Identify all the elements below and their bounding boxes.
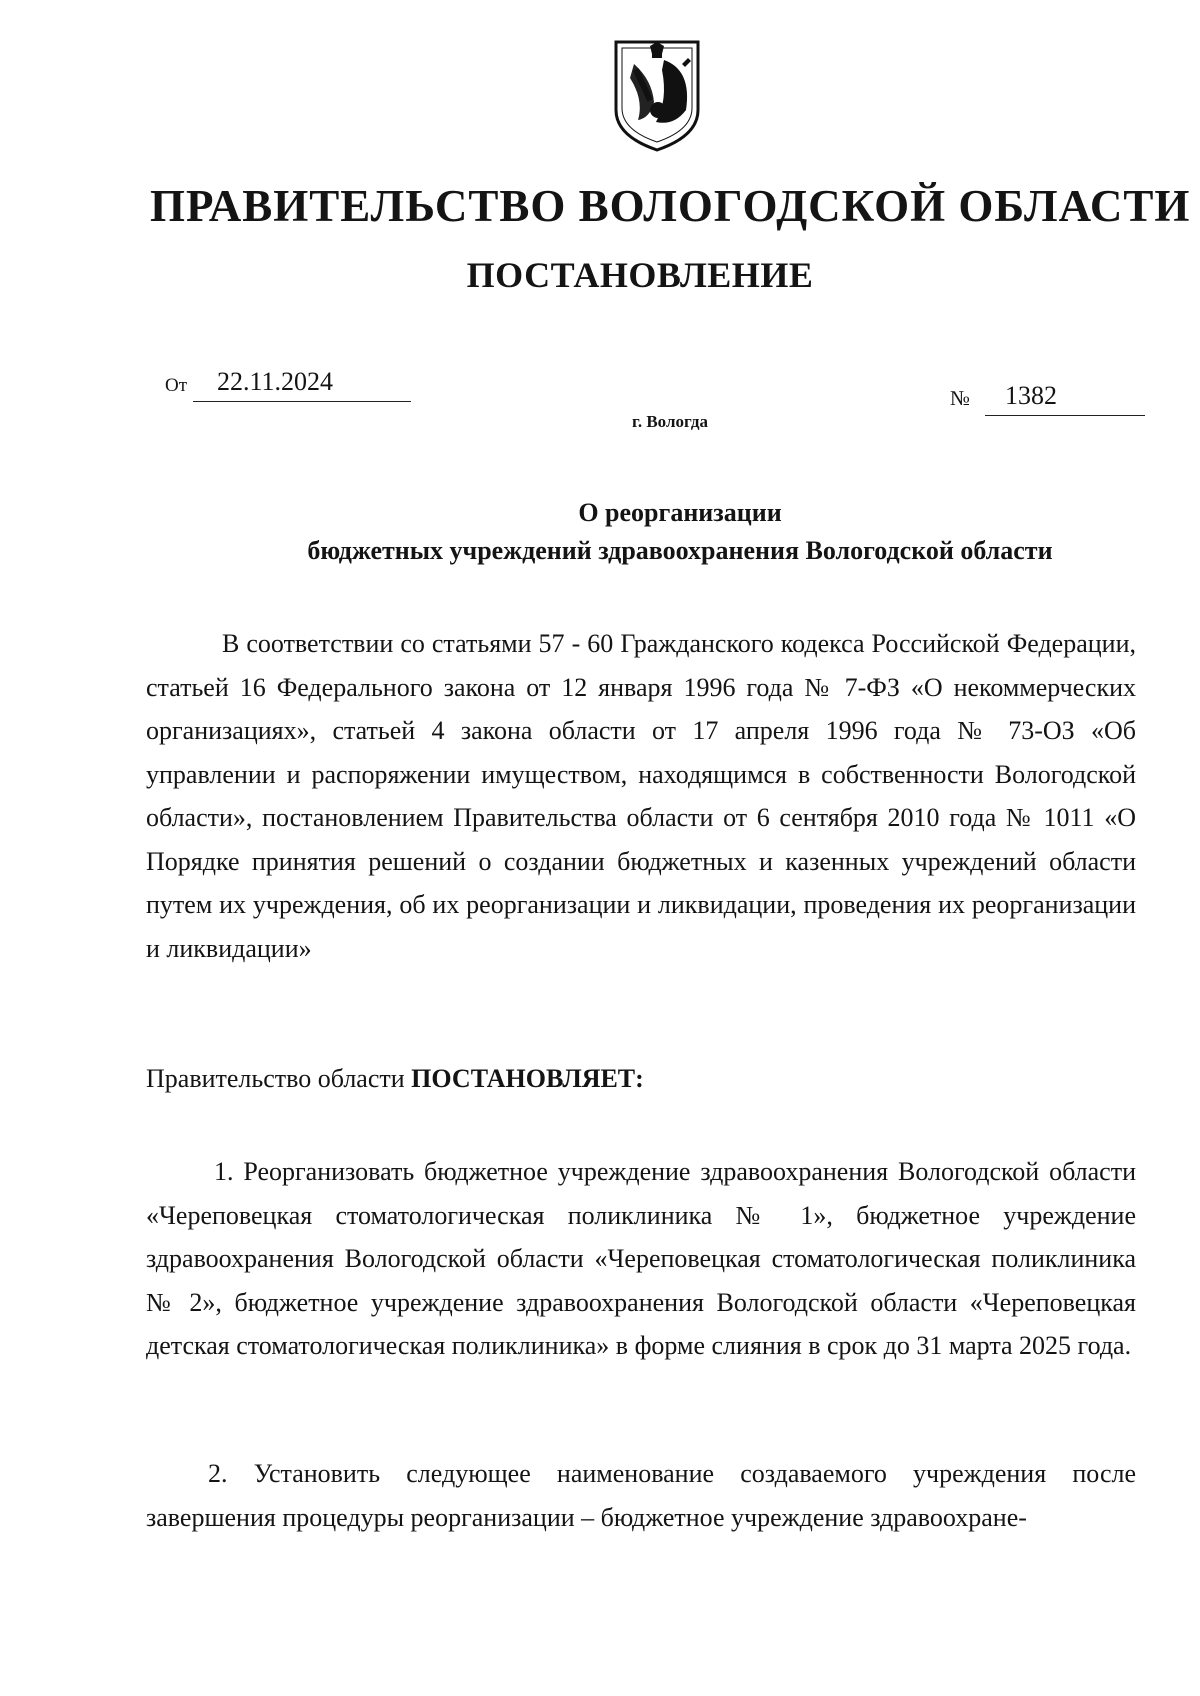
- city: г. Вологда: [632, 412, 708, 431]
- preamble-paragraph: В соответствии со статьями 57 - 60 Гражданского кодекса Российской Федерации, статьей 16 Федерального закона от 12 января 1996 года № 7-ФЗ «О некоммерческих организациях», статьей 4 закона области от 17 апреля 1996 года № 73-ОЗ «Об управлении и распоряжении имуществом, находящимся в собственности Вологодской области», постановлением Правительства области от 6 сентября 2010 года № 1011 «О Порядке принятия решений о создании бюджетных и казенных учреждений области путем их учреждения, об их реорганизации и ликвидации, проведения их реорганизации и ликвидации»: [146, 629, 1136, 963]
- decree-word: ПОСТАНОВЛЯЕТ:: [411, 1064, 644, 1093]
- document-number: 1382: [985, 380, 1145, 416]
- decree-paragraph: [146, 1057, 1136, 1101]
- subject-line-1: О реорганизации: [578, 498, 782, 527]
- item-2-paragraph: 2. Установить следующее наименование создаваемого учреждения после завершения процедуры реорганизации – бюджетное учреждение здравоохране-: [146, 1459, 1136, 1532]
- document-subject: [240, 494, 1120, 570]
- date-label: От: [165, 375, 188, 396]
- document-type: ПОСТАНОВЛЕНИЕ: [466, 255, 814, 295]
- subject-line-2: бюджетных учреждений здравоохранения Вологодской области: [307, 536, 1053, 565]
- number-label: №: [950, 386, 971, 410]
- document-date: 22.11.2024: [193, 366, 411, 402]
- decree-prefix: Правительство области: [146, 1064, 412, 1093]
- coat-of-arms-icon: [612, 40, 702, 152]
- organization-title: ПРАВИТЕЛЬСТВО ВОЛОГОДСКОЙ ОБЛАСТИ: [150, 181, 1191, 231]
- item-1-paragraph: 1. Реорганизовать бюджетное учреждение здравоохранения Вологодской области «Череповецкая стоматологическая поликлиника № 1», бюджетное учреждение здравоохранения Вологодской области «Череповецкая стоматологическая поликлиника № 2», бюджетное учреждение здравоохранения Вологодской области «Череповецкая детская стоматологическая поликлиника» в форме слияния в срок до 31 марта 2025 года.: [146, 1157, 1136, 1360]
